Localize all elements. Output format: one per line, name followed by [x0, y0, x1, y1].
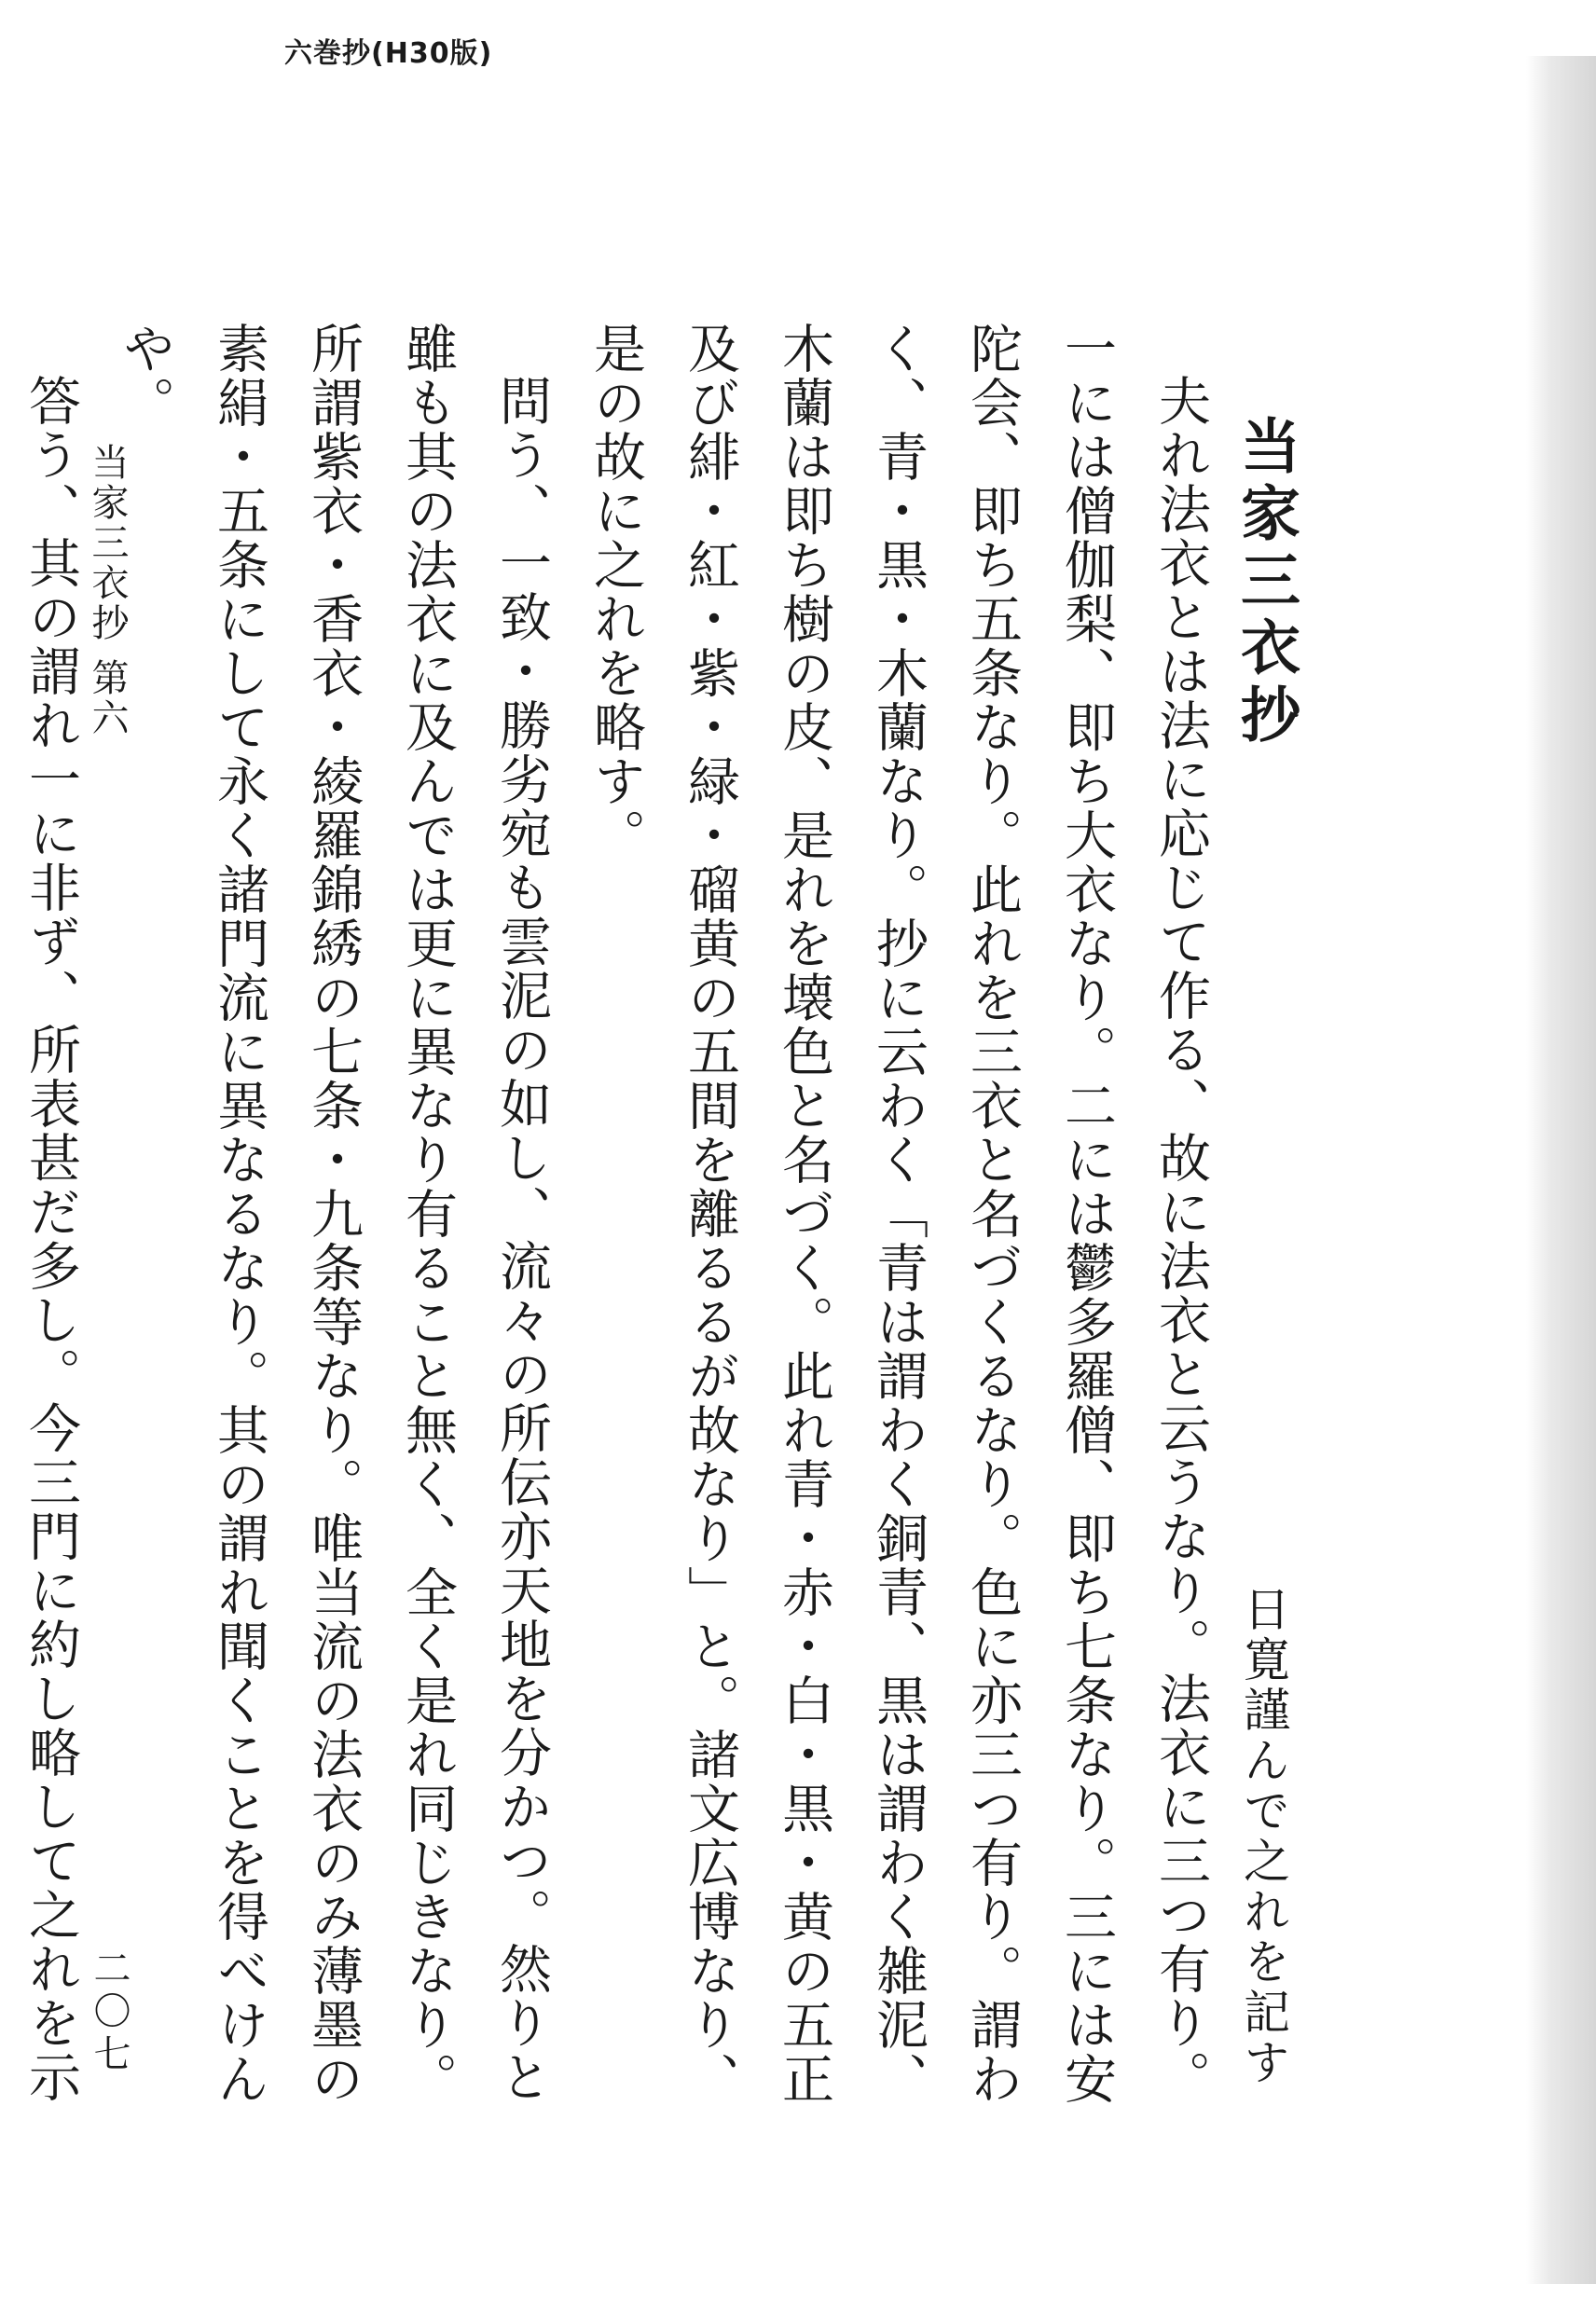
page-number: 二〇七	[88, 1948, 131, 2077]
running-header: 六巻抄(H30版)	[284, 37, 493, 70]
body-text	[0, 322, 1228, 2121]
paragraph-3: 答う、其の謂れ一に非ず、所表甚だ多し。今三門に約し略して之れを示	[21, 374, 81, 2104]
author-byline: 日寛謹んで之れを記す	[1236, 1585, 1290, 2088]
footer-book-title: 当家三衣抄 第六	[86, 443, 129, 738]
paragraph-2: 問う、一致・勝劣宛も雲泥の如し、流々の所伝亦天地を分かつ。然りと雖も其の法衣に及んでは更に異なり有ること無く、全く是れ同じきなり。所謂紫衣・香衣・綾羅錦綉の七条・九条等なり。唯当流の法衣のみ薄墨の素絹・五条にして永く諸門流に異なるなり。其の謂れ聞くことを得べけんや。	[115, 322, 552, 2106]
paragraph-1: 夫れ法衣とは法に応じて作る、故に法衣と云うなり。法衣に三つ有り。一には僧伽梨、即ち大衣なり。二には鬱多羅僧、即ち七条なり。三には安陀会、即ち五条なり。此れを三衣と名づくるなり。色に亦三つ有り。謂わく、青・黒・木蘭なり。抄に云わく「青は謂わく銅青、黒は謂わく雑泥、木蘭は即ち樹の皮、是れを壊色と名づく。此れ青・赤・白・黒・黄の五正及び緋・紅・紫・緑・磂黄の五間を離るるが故なり」と。諸文広博なり、是の故に之れを略す。	[585, 322, 1211, 2106]
page-title: 当家三衣抄	[1231, 415, 1300, 750]
scan-edge-shadow	[1526, 56, 1596, 2284]
